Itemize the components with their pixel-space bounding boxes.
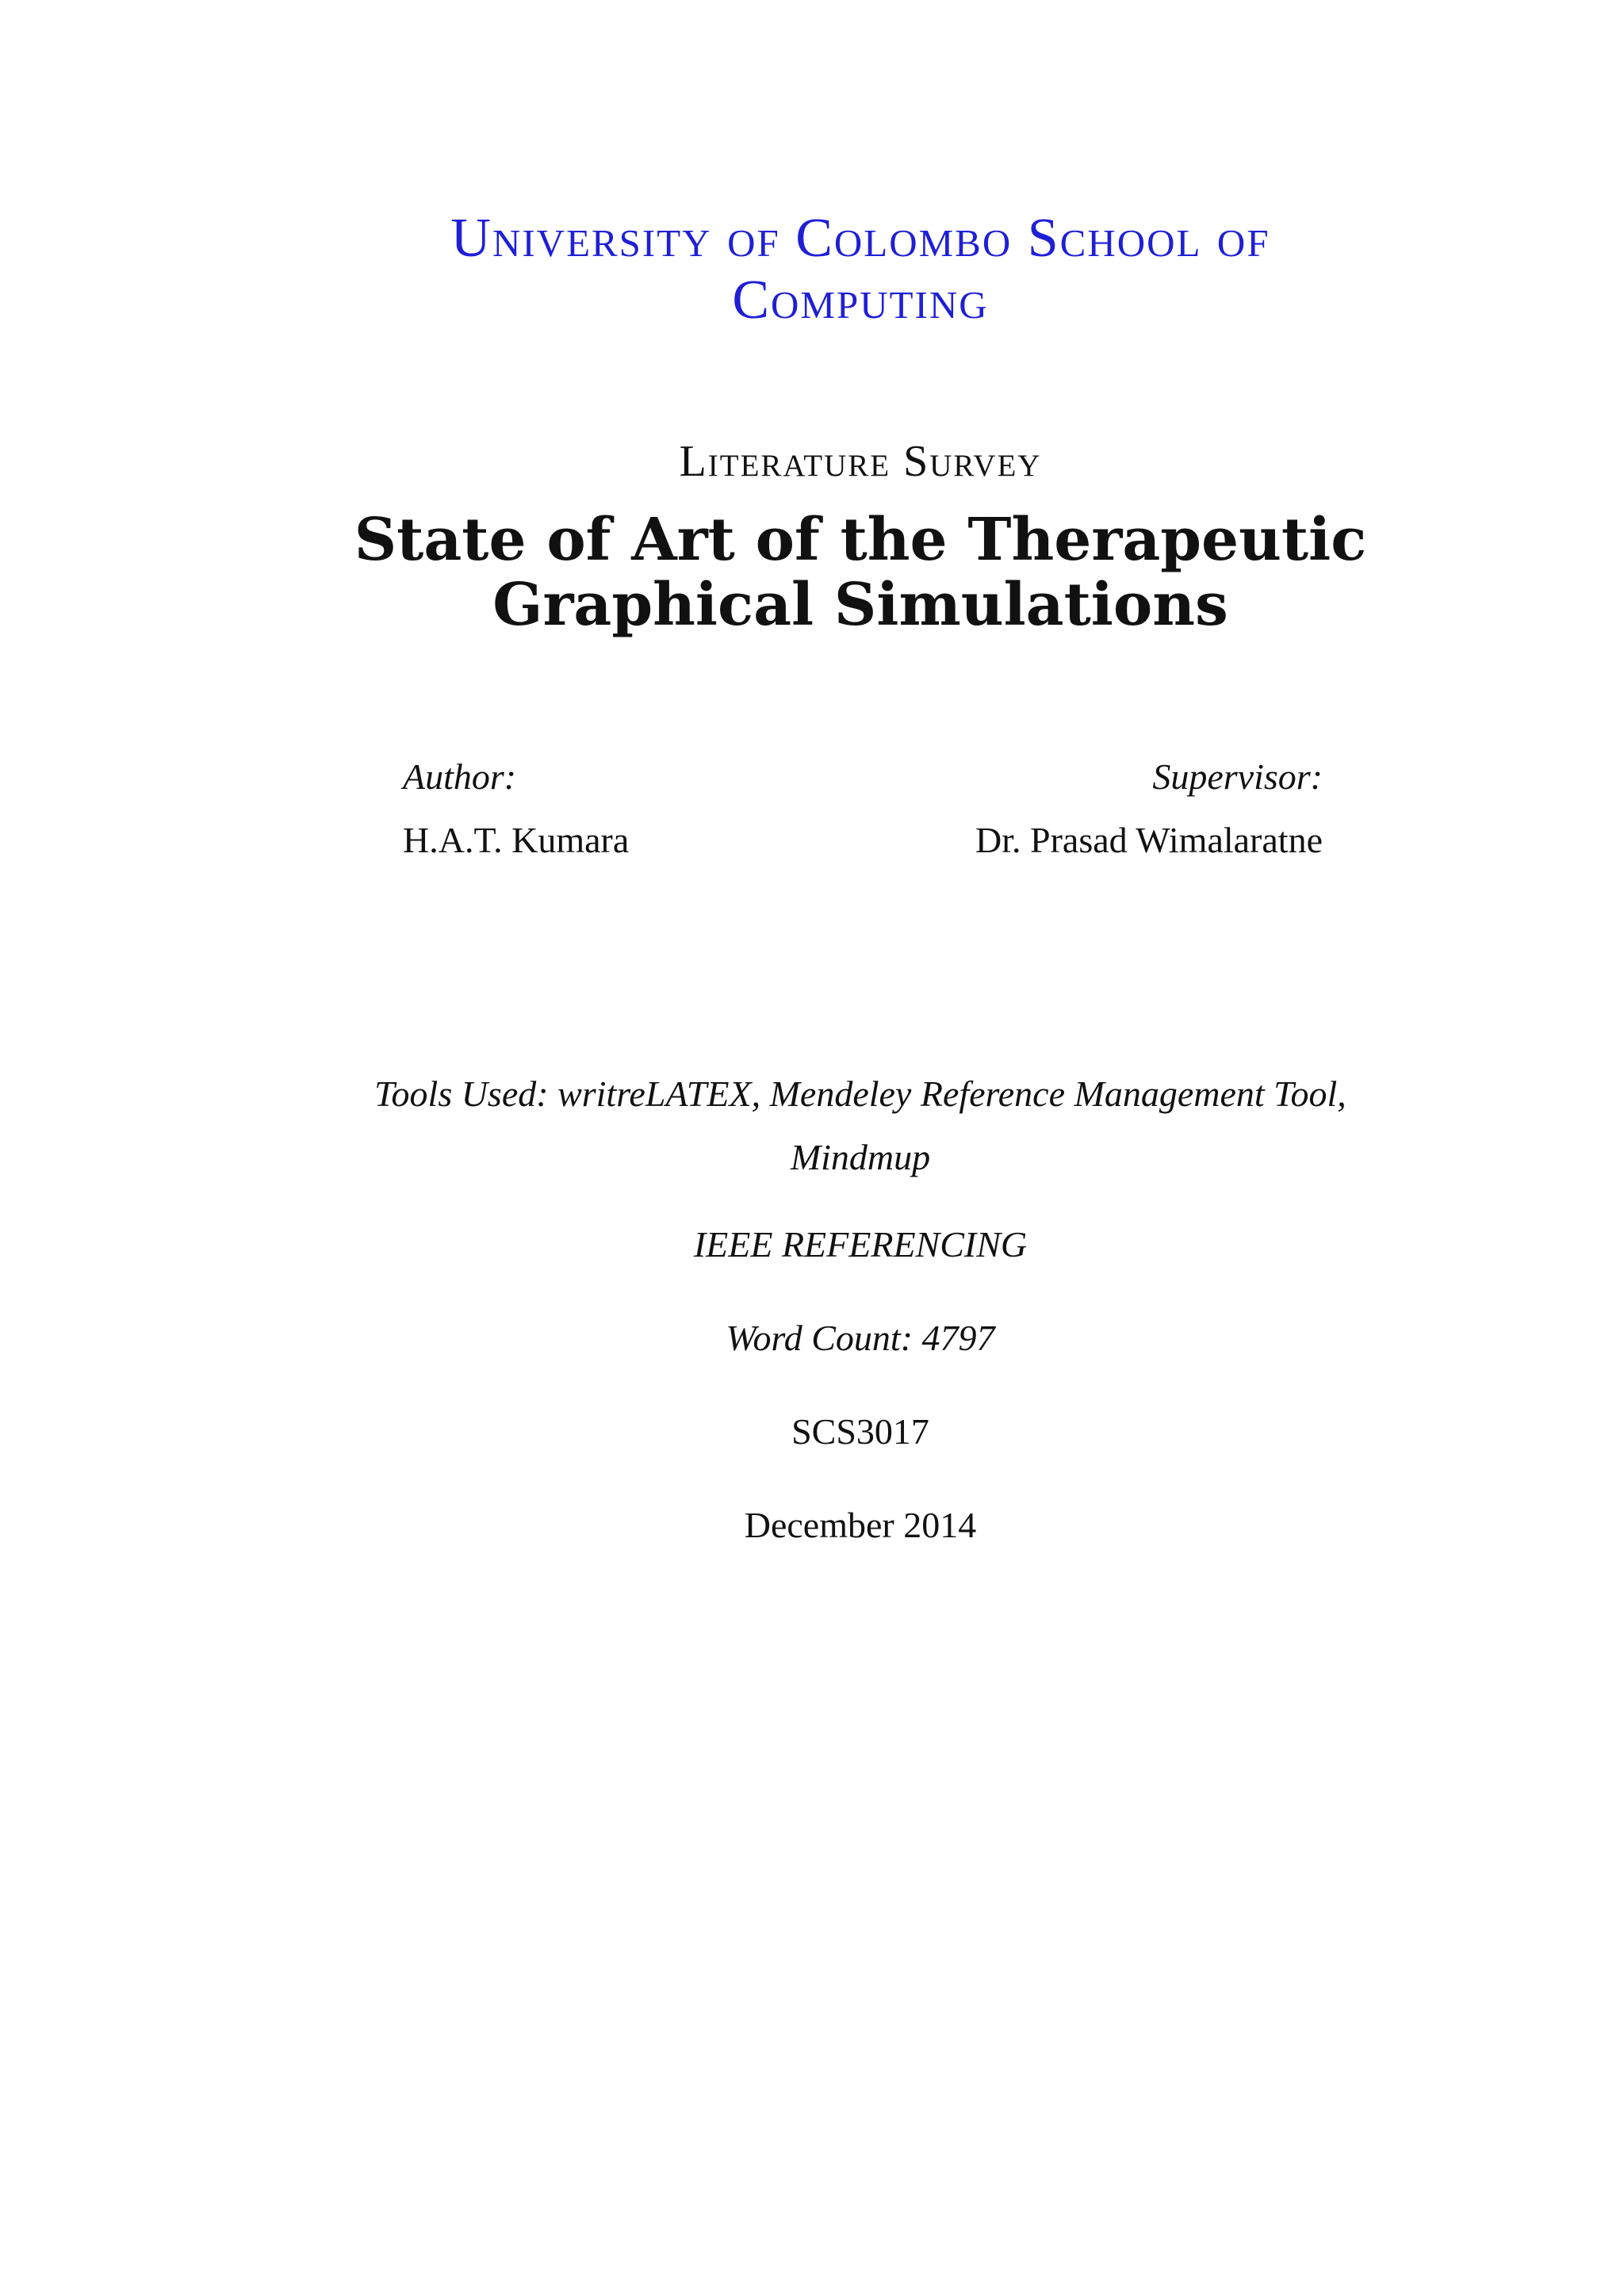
supervisor-label: Supervisor: [1152,756,1323,797]
people-section [403,745,1323,872]
university-name [262,208,1459,331]
tools-line-1: Tools Used: writreLATEX, Mendeley Reference Management Tool, [374,1073,1346,1114]
title-line-2: Graphical Simulations [492,571,1228,639]
author-name: H.A.T. Kumara [403,820,630,860]
document-type: Literature Survey [679,437,1042,486]
document-title [238,507,1483,637]
university-line-1: University of Colombo School of [450,208,1270,269]
word-count: Word Count: 4797 [726,1318,995,1358]
tools-line-2: Mindmup [790,1137,931,1177]
referencing-style: IEEE REFERENCING [693,1224,1028,1265]
tools-used [262,1062,1459,1189]
university-line-2: Computing [732,270,989,331]
author-label: Author: [403,756,517,797]
author-block [403,745,629,872]
supervisor-block [975,745,1323,872]
supervisor-name: Dr. Prasad Wimalaratne [975,820,1323,860]
title-line-1: State of Art of the Therapeutic [354,506,1367,574]
course-code: SCS3017 [791,1411,929,1452]
submission-date: December 2014 [744,1505,977,1545]
